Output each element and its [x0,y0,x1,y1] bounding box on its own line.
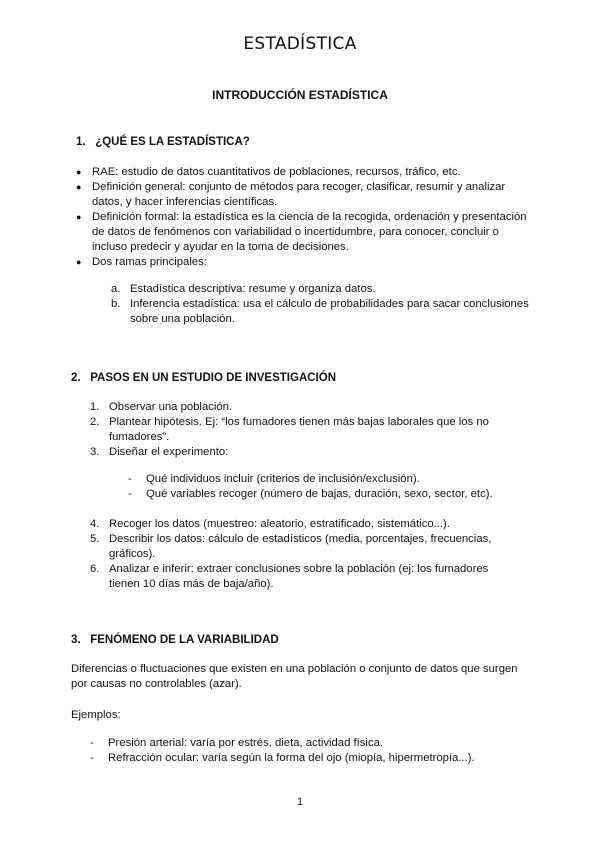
dash-marker: - [90,752,94,764]
step-item [90,400,490,415]
step-marker: 1. [90,401,100,413]
section-1-heading [76,136,250,148]
branch-text: Inferencia estadística: usa el cálculo de probabilidades para sacar conclusiones sobre una población. [130,298,529,325]
bullet-marker: ● [76,212,82,222]
main-heading: INTRODUCCIÓN ESTADÍSTICA [212,88,388,102]
step-text: Observar una población. [109,401,233,413]
bullet-text: Definición formal: la estadística es la ciencia de la recogida, ordenación y presentación de datos de fenómenos con variabilidad o incertidumbre, para conocer, concluir o incluso predecir y ayudar en la toma de decisiones. [92,211,527,253]
section-3-title: FENÓMENO DE LA VARIABILIDAD [90,634,279,646]
branch-marker: b. [111,298,121,310]
sub-item-text: Qué variables recoger (número de bajas, duración, sexo, sector, etc). [146,488,493,500]
section-2-heading [71,372,336,384]
step-item [90,517,515,532]
step-marker: 3. [90,446,100,458]
section-1-title: ¿QUÉ ES LA ESTADÍSTICA? [95,136,250,148]
steps-list-b [90,517,515,592]
branches-list [111,282,531,327]
section-1-number: 1. [76,136,86,148]
step-marker: 4. [90,518,100,530]
branch-item [111,297,531,327]
section-1-bullet-list [76,165,536,270]
section-2-number: 2. [71,372,81,384]
variability-paragraph: Diferencias o fluctuaciones que existen en una población o conjunto de datos que surgen por causas no controlables (azar). [71,663,518,690]
bullet-text: RAE: estudio de datos cuantitativos de poblaciones, recursos, tráfico, etc. [92,166,461,178]
step-item [90,415,490,445]
branch-item [111,282,531,297]
step-text: Describir los datos: cálculo de estadísticos (media, porcentajes, frecuencias, gráficos). [109,533,492,560]
bullet-item [76,210,536,255]
bullet-marker: ● [76,167,82,177]
example-text: Presión arterial: varía por estrés, dieta, actividad física. [108,737,384,749]
bullet-item [76,255,536,270]
dash-marker: - [128,473,132,485]
bullet-text: Definición general: conjunto de métodos para recoger, clasificar, resumir y analizar datos, y hacer inferencias científicas. [92,181,506,208]
step-item [90,445,490,460]
section-3-heading [71,634,279,646]
step-item [90,562,515,592]
section-3-number: 3. [71,634,81,646]
bullet-marker: ● [76,182,82,192]
step-text: Recoger los datos (muestreo: aleatorio, estratificado, sistemático...). [109,518,450,530]
step-item [90,532,515,562]
examples-label: Ejemplos: [71,709,121,721]
step-marker: 6. [90,563,100,575]
sub-item [128,487,528,502]
example-item [90,736,520,751]
dash-marker: - [90,737,94,749]
dash-marker: - [128,488,132,500]
step-marker: 2. [90,416,100,428]
branch-text: Estadística descriptiva: resume y organiza datos. [130,283,376,295]
step-text: Diseñar el experimento: [109,446,229,458]
bullet-item [76,165,536,180]
sub-item-text: Qué individuos incluir (criterios de inclusión/exclusión). [146,473,420,485]
section-2-title: PASOS EN UN ESTUDIO DE INVESTIGACIÓN [90,372,336,384]
sub-item [128,472,528,487]
bullet-item [76,180,536,210]
branch-marker: a. [111,283,121,295]
step-text: Analizar e inferir: extraer conclusiones sobre la población (ej: los fumadores tienen 10 días más de baja/año). [109,563,489,590]
bullet-text: Dos ramas principales: [92,256,207,268]
examples-list [90,736,520,766]
step-marker: 5. [90,533,100,545]
example-item [90,751,520,766]
document-title: ESTADÍSTICA [243,34,357,54]
step-text: Plantear hipótesis. Ej: “los fumadores tienen más bajas laborales que los no fumadores”. [109,416,489,443]
steps-list-a [90,400,490,460]
bullet-marker: ● [76,257,82,267]
experiment-sub-list [128,472,528,502]
page-number: 1 [296,796,304,808]
example-text: Refracción ocular: varía según la forma del ojo (miopía, hipermetropía...). [108,752,475,764]
